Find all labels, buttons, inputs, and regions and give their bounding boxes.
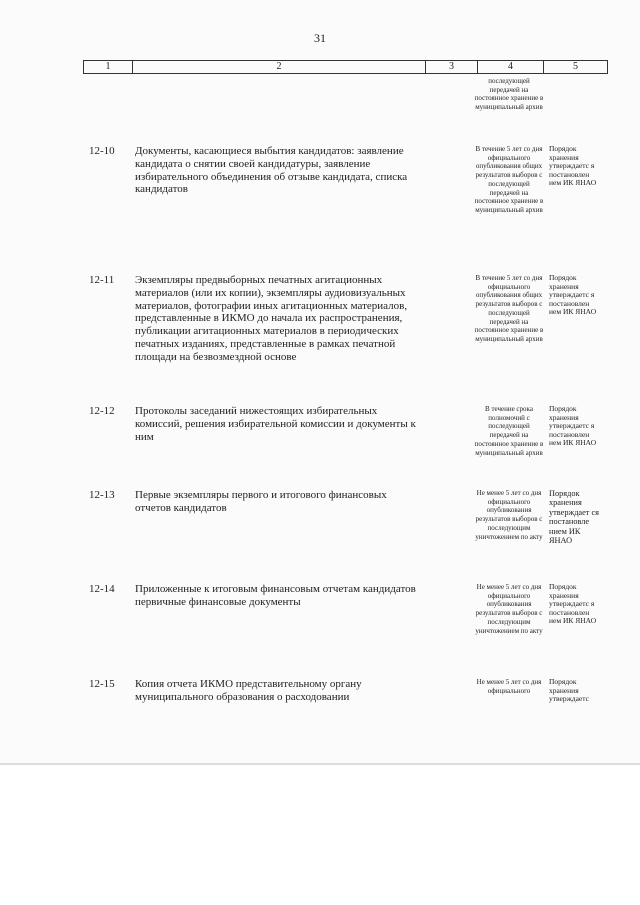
storage-note: Порядок хранения утверждаетс я постановлен ием ИК ЯНАО <box>549 404 597 448</box>
retention-period: Не менее 5 лет со дня официального опубликования результатов выборов с последующим уничтожением по акту <box>475 583 543 635</box>
storage-note: Порядок хранения утверждаетс <box>549 677 589 704</box>
row-number: 12-10 <box>89 145 115 157</box>
row-title: Документы, касающиеся выбытия кандидатов: заявление кандидата о снятии своей кандидатуры, заявление избирательного объединения об отзыве кандидата, списка кандидатов <box>135 145 408 196</box>
row-number: 12-15 <box>89 678 115 690</box>
row-title: Экземпляры предвыборных печатных агитационных материалов (или их копии), экземпляры аудиовизуальных материалов, фотографии иных агитационных материалов, представленные в ИКМО до начала их распространения, публикации агитационных материалов в периодических печатных изданиях, представленные в рамках печатной площади на безвозмездной основе <box>135 274 408 363</box>
retention-period: В течение срока полномочий с последующей передачей на постоянное хранение в муниципальный архив <box>474 405 544 457</box>
storage-note: Порядок хранения утверждаетс я постановлен ием ИК ЯНАО <box>549 273 597 317</box>
retention-period: В течение 5 лет со дня официального опубликования общих результатов выборов с последующей передачей на постоянное хранение в муниципальный архив <box>474 145 544 214</box>
page-edge <box>0 763 640 765</box>
page-number: 31 <box>314 31 326 45</box>
storage-note: Порядок хранения утверждаетс я постановлен ием ИК ЯНАО <box>549 144 597 188</box>
header-col-1: 1 <box>84 61 133 73</box>
row-title: Протоколы заседаний нижестоящих избирательных комиссий, решения избирательной комиссии и документы к ним <box>135 405 416 443</box>
table-header-row <box>83 60 608 74</box>
row-number: 12-13 <box>89 489 115 501</box>
row-title: Первые экземпляры первого и итогового финансовых отчетов кандидатов <box>135 489 387 514</box>
row-number: 12-12 <box>89 405 115 417</box>
header-col-2: 2 <box>133 61 426 73</box>
retention-period: Не менее 5 лет со дня официального опубликования результатов выборов с последующим уничтожением по акту <box>475 489 543 541</box>
header-col-3: 3 <box>426 61 478 73</box>
storage-note: Порядок хранения утверждает ся постановле нием ИК ЯНАО <box>549 489 599 546</box>
retention-period: В течение 5 лет со дня официального опубликования общих результатов выборов с последующей передачей на постоянное хранение в муниципальный архив <box>474 274 544 343</box>
header-col-4: 4 <box>478 61 544 73</box>
row-title: Копия отчета ИКМО представительному органу муниципального образования о расходовании <box>135 678 362 703</box>
retention-period: Не менее 5 лет со дня официального <box>476 678 542 695</box>
storage-note: Порядок хранения утверждаетс я постановлен ием ИК ЯНАО <box>549 582 597 626</box>
row-title: Приложенные к итоговым финансовым отчетам кандидатов первичные финансовые документы <box>135 583 416 608</box>
row-number: 12-11 <box>89 274 115 286</box>
row-number: 12-14 <box>89 583 115 595</box>
continuation-cell: последующей передачей на постоянное хранение в муниципальный архив <box>474 77 544 112</box>
header-col-5: 5 <box>573 61 578 72</box>
